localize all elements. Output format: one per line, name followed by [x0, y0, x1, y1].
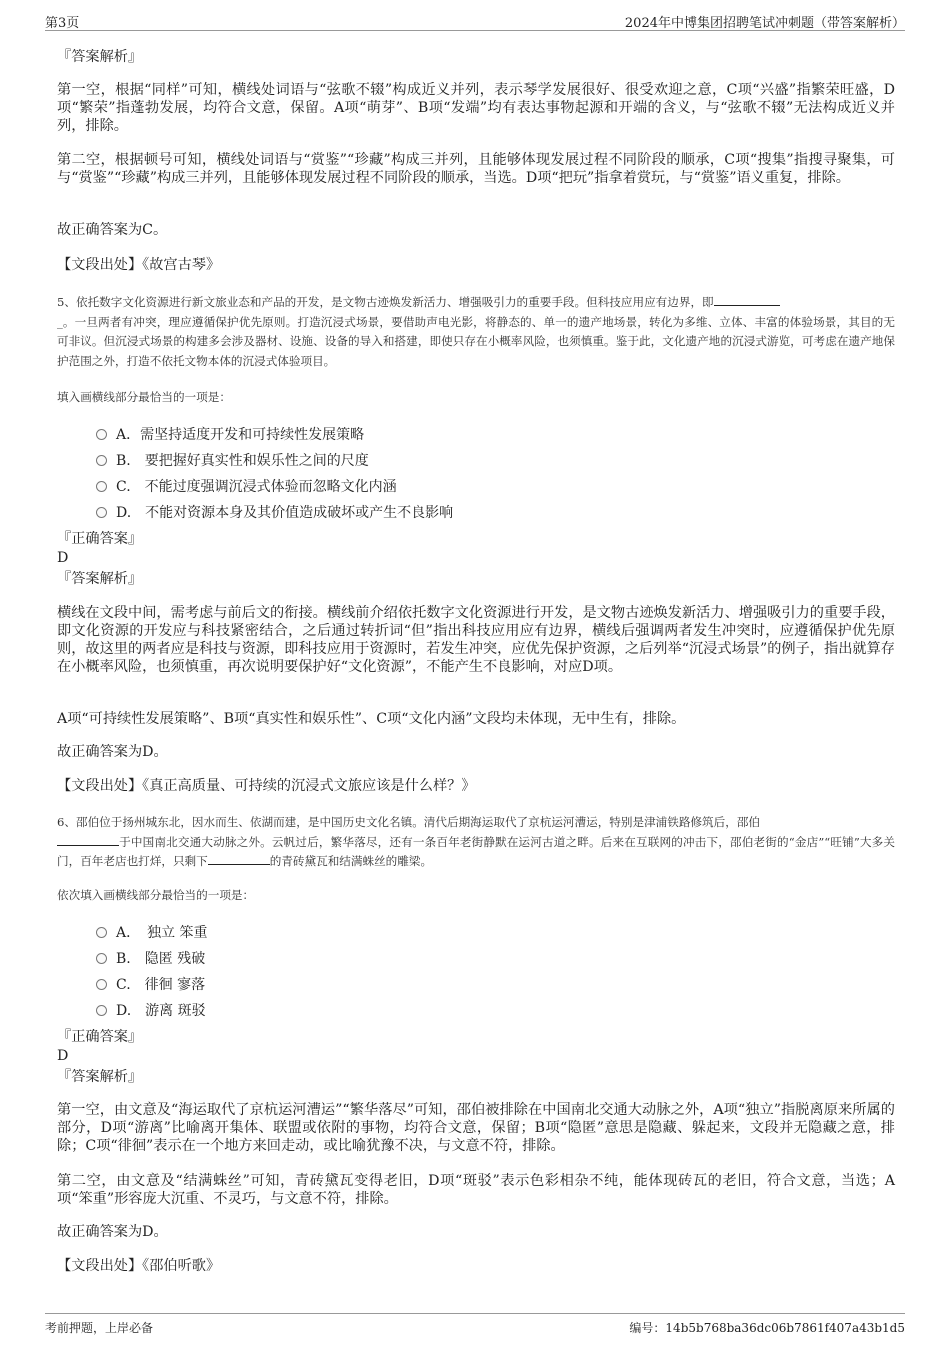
correct-answer: D — [57, 1048, 69, 1064]
footer-slogan: 考前押题，上岸必备 — [45, 1321, 154, 1335]
option-c[interactable]: C. 不能过度强调沉浸式体验而忽略文化内涵 — [96, 476, 397, 496]
page-header — [45, 0, 905, 31]
option-a[interactable]: A． 独立 笨重 — [96, 922, 208, 942]
blank-line — [714, 293, 780, 306]
analysis-paragraph: 第二空，由文意及“结满蛛丝”可知，青砖黛瓦变得老旧，D项“斑驳”表示色彩相杂不纯，能体现砖瓦的老旧，符合文意，当选；A项“笨重”形容庞大沉重、不灵巧，与文意不符，排除。 — [57, 1173, 895, 1207]
option-d[interactable]: D. 不能对资源本身及其价值造成破坏或产生不良影响 — [96, 502, 453, 522]
question-6-stem: 6、邵伯位于扬州城东北，因水而生、依湖而建，是中国历史文化名镇。清代后期海运取代了京杭运河漕运，特别是津浦铁路修筑后，邵伯 于中国南北交通大动脉之外。云帆过后，繁华落尽，还有一条百年老街静默在运河古道之畔。后来在互联网的冲击下，邵伯老街的“金店”“旺铺”大多关门，百年老店也打烊，只剩下 的青砖黛瓦和结满蛛丝的雕梁。 — [57, 815, 895, 868]
question-5-stem: 5、依托数字文化资源进行新文旅业态和产品的开发，是文物古迹焕发新活力、增强吸引力的重要手段。但科技应用应有边界，即 _。一旦两者有冲突，理应遵循保护优先原则。打造沉浸式场景，要借助声电光影，将静态的、单一的遗产地场景，转化为多维、立体、丰富的体验场景，其目的无可非议。但沉浸式场景的构建多会涉及器材、设施、设备的导入和搭建，即使只存在小概率风险，也须慎重。鉴于此，文化遗产地的沉浸式游览，可考虑在遗产地保护范围之外，打造不依托文物本体的沉浸式体验项目。 — [57, 295, 895, 368]
option-b[interactable]: B. 要把握好真实性和娱乐性之间的尺度 — [96, 450, 369, 470]
source-citation: 【文段出处】《真正高质量、可持续的沉浸式文旅应该是什么样？》 — [57, 778, 476, 794]
radio-icon[interactable] — [96, 953, 107, 964]
radio-icon[interactable] — [96, 429, 107, 440]
option-d[interactable]: D. 游离 斑驳 — [96, 1000, 206, 1020]
page-number: 第3页 — [45, 16, 80, 31]
analysis-label: 『答案解析』 — [57, 1069, 143, 1085]
option-b[interactable]: B. 隐匿 残破 — [96, 948, 205, 968]
analysis-paragraph: 横线在文段中间，需考虑与前后文的衔接。横线前介绍依托数字文化资源进行开发，是文物古迹焕发新活力、增强吸引力的重要手段，即文化资源的开发应与科技紧密结合，之后通过转折词“但”指出科技应用应有边界，横线后强调两者发生冲突时，应遵循保护优先原则，故这里的两者应是科技与资源，即科技应用于资源时，若发生冲突，应优先保护资源，之后列举“沉浸式场景”的例子，指出就算存在小概率风险，也须慎重，再次说明要保护好“文化资源”，不能产生不良影响，对应D项。 — [57, 605, 895, 675]
document-id: 编号：14b5b768ba36dc06b7861f407a43b1d5 — [629, 1321, 905, 1335]
correct-answer: D — [57, 550, 69, 566]
analysis-label: 『答案解析』 — [57, 49, 143, 65]
radio-icon[interactable] — [96, 1005, 107, 1016]
source-citation: 【文段出处】《故宫古琴》 — [57, 257, 221, 273]
page-footer — [45, 1313, 905, 1338]
radio-icon[interactable] — [96, 481, 107, 492]
option-a[interactable]: A．需坚持适度开发和可持续性发展策略 — [96, 424, 364, 444]
question-prompt: 依次填入画横线部分最恰当的一项是： — [57, 888, 255, 902]
analysis-paragraph: 第二空，根据顿号可知，横线处词语与“赏鉴”“珍藏”构成三并列，且能够体现发展过程不同阶段的顺承，C项“搜集”指搜寻聚集，可与“赏鉴”“珍藏”构成三并列，且能够体现发展过程不同阶段的顺承，当选。D项“把玩”指拿着赏玩，与“赏鉴”语义重复，排除。 — [57, 152, 895, 186]
radio-icon[interactable] — [96, 927, 107, 938]
correct-answer-label: 『正确答案』 — [57, 531, 143, 547]
radio-icon[interactable] — [96, 455, 107, 466]
analysis-paragraph: 第一空，由文意及“海运取代了京杭运河漕运”“繁华落尽”可知，邵伯被排除在中国南北交通大动脉之外，A项“独立”指脱离原来所属的部分，D项“游离”比喻离开集体、联盟或依附的事物，均符合文意，保留；B项“隐匿”意思是隐藏、躲起来，文段并无隐藏之意，排除；C项“徘徊”表示在一个地方来回走动，或比喻犹豫不决，与文意不符，排除。 — [57, 1102, 895, 1154]
question-prompt: 填入画横线部分最恰当的一项是： — [57, 390, 231, 404]
radio-icon[interactable] — [96, 979, 107, 990]
radio-icon[interactable] — [96, 507, 107, 518]
conclusion: 故正确答案为D。 — [57, 1224, 168, 1240]
analysis-paragraph: A项“可持续性发展策略”、B项“真实性和娱乐性”、C项“文化内涵”文段均未体现，无中生有，排除。 — [57, 711, 686, 727]
analysis-paragraph: 第一空，根据“同样”可知，横线处词语与“弦歌不辍”构成近义并列，表示琴学发展很好、很受欢迎之意，C项“兴盛”指繁荣旺盛，D项“繁荣”指蓬勃发展，均符合文意，保留。A项“萌芽”、B项“发端”均有表达事物起源和开端的含义，与“弦歌不辍”无法构成近义并列，排除。 — [57, 82, 895, 134]
conclusion: 故正确答案为C。 — [57, 222, 168, 238]
conclusion: 故正确答案为D。 — [57, 744, 168, 760]
analysis-label: 『答案解析』 — [57, 571, 143, 587]
correct-answer-label: 『正确答案』 — [57, 1029, 143, 1045]
blank-line — [208, 852, 270, 865]
blank-line — [57, 833, 119, 846]
document-title: 2024年中博集团招聘笔试冲刺题（带答案解析） — [624, 16, 905, 31]
option-c[interactable]: C. 徘徊 寥落 — [96, 974, 205, 994]
source-citation: 【文段出处】《邵伯听歌》 — [57, 1258, 221, 1274]
